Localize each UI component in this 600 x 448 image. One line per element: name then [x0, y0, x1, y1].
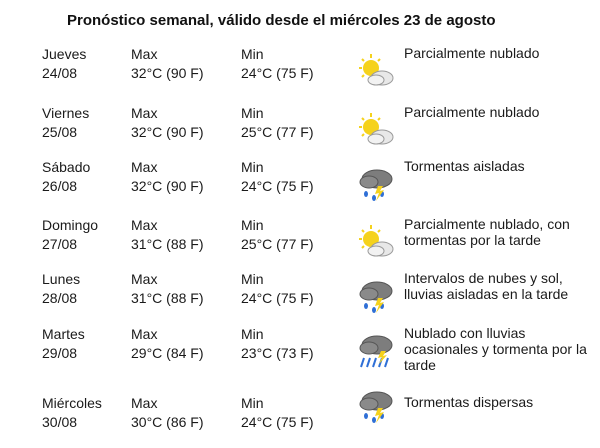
forecast-row-viernes	[0, 104, 600, 154]
min-cell	[241, 394, 314, 432]
max-label: Max	[131, 395, 158, 411]
max-cell	[131, 216, 204, 254]
min-label: Min	[241, 217, 264, 233]
max-cell	[131, 325, 204, 363]
max-cell	[131, 158, 204, 196]
day-date: 24/08	[42, 65, 78, 81]
day-cell	[42, 158, 90, 196]
forecast-row-sabado	[0, 158, 600, 208]
day-name: Jueves	[42, 46, 87, 62]
max-temp: 31°C (88 F)	[131, 236, 204, 252]
min-temp: 25°C (77 F)	[241, 236, 314, 252]
min-cell	[241, 325, 314, 363]
rain-storm-icon	[356, 331, 396, 371]
day-name: Lunes	[42, 271, 81, 287]
max-cell	[131, 45, 204, 83]
max-cell	[131, 104, 204, 142]
partly-cloudy-icon	[356, 51, 396, 91]
forecast-row-jueves	[0, 45, 600, 95]
day-date: 28/08	[42, 290, 78, 306]
min-cell	[241, 216, 314, 254]
day-date: 27/08	[42, 236, 78, 252]
forecast-row-martes	[0, 325, 600, 375]
day-cell	[42, 216, 98, 254]
min-cell	[241, 104, 314, 142]
day-name: Sábado	[42, 159, 91, 175]
thunderstorm-icon	[356, 276, 396, 316]
day-date: 30/08	[42, 414, 78, 430]
max-temp: 29°C (84 F)	[131, 345, 204, 361]
day-date: 25/08	[42, 124, 78, 140]
min-label: Min	[241, 105, 264, 121]
partly-cloudy-icon	[356, 110, 396, 150]
forecast-row-miercoles	[0, 394, 600, 444]
min-cell	[241, 45, 314, 83]
max-label: Max	[131, 159, 158, 175]
min-label: Min	[241, 326, 264, 342]
forecast-description: Intervalos de nubes y sol, lluvias aisladas en la tarde	[404, 270, 569, 302]
day-name: Viernes	[42, 105, 90, 121]
partly-cloudy-icon	[356, 222, 396, 262]
day-date: 26/08	[42, 178, 78, 194]
max-cell	[131, 394, 204, 432]
min-temp: 24°C (75 F)	[241, 414, 314, 430]
min-label: Min	[241, 395, 264, 411]
min-temp: 24°C (75 F)	[241, 65, 314, 81]
forecast-description: Tormentas aisladas	[404, 158, 525, 174]
max-temp: 32°C (90 F)	[131, 124, 204, 140]
page-title: Pronóstico semanal, válido desde el miércoles 23 de agosto	[67, 12, 496, 29]
min-label: Min	[241, 159, 264, 175]
max-label: Max	[131, 46, 158, 62]
forecast-row-domingo	[0, 216, 600, 266]
max-temp: 31°C (88 F)	[131, 290, 204, 306]
day-cell	[42, 45, 86, 83]
max-label: Max	[131, 326, 158, 342]
max-label: Max	[131, 271, 158, 287]
day-name: Martes	[42, 326, 85, 342]
day-cell	[42, 325, 85, 363]
min-temp: 24°C (75 F)	[241, 178, 314, 194]
min-label: Min	[241, 271, 264, 287]
max-temp: 32°C (90 F)	[131, 178, 204, 194]
max-cell	[131, 270, 204, 308]
thunderstorm-icon	[356, 386, 396, 426]
day-date: 29/08	[42, 345, 78, 361]
day-cell	[42, 394, 102, 432]
forecast-description: Parcialmente nublado, con tormentas por la tarde	[404, 216, 570, 248]
forecast-description: Parcialmente nublado	[404, 45, 540, 61]
min-cell	[241, 158, 314, 196]
thunderstorm-icon	[356, 164, 396, 204]
forecast-description: Tormentas dispersas	[404, 394, 534, 410]
forecast-description: Parcialmente nublado	[404, 104, 540, 120]
max-label: Max	[131, 105, 158, 121]
max-label: Max	[131, 217, 158, 233]
forecast-row-lunes	[0, 270, 600, 320]
min-temp: 25°C (77 F)	[241, 124, 314, 140]
min-cell	[241, 270, 314, 308]
forecast-description: Nublado con lluvias ocasionales y tormenta por la tarde	[404, 325, 587, 373]
day-name: Miércoles	[42, 395, 102, 411]
day-name: Domingo	[42, 217, 99, 233]
min-label: Min	[241, 46, 264, 62]
min-temp: 24°C (75 F)	[241, 290, 314, 306]
min-temp: 23°C (73 F)	[241, 345, 314, 361]
max-temp: 30°C (86 F)	[131, 414, 204, 430]
day-cell	[42, 270, 80, 308]
day-cell	[42, 104, 89, 142]
max-temp: 32°C (90 F)	[131, 65, 204, 81]
